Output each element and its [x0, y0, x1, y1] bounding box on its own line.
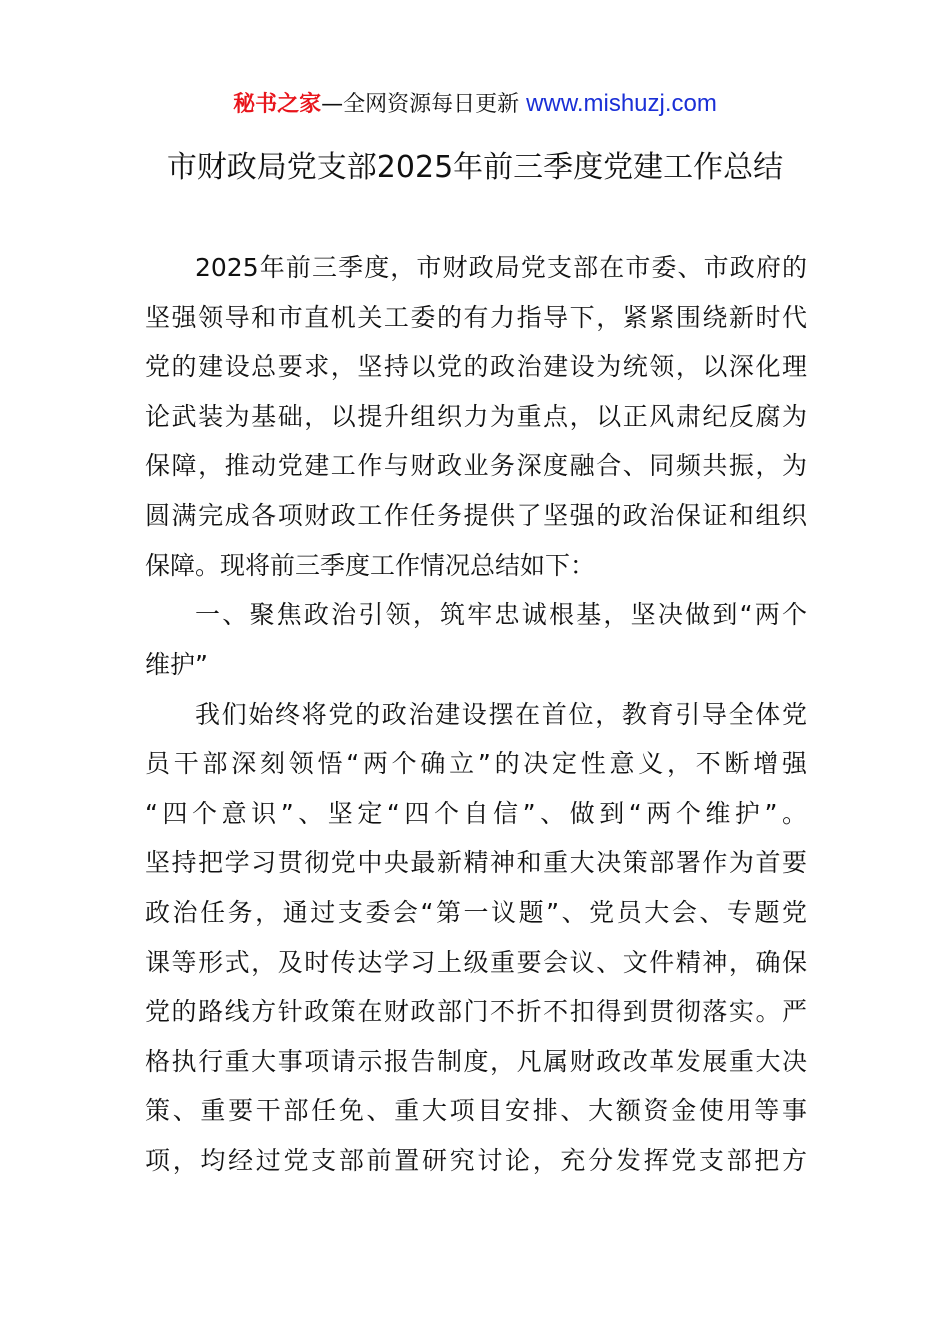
section-heading-line: 一、聚焦政治引领，筑牢忠诚根基，坚决做到“两个 — [195, 600, 807, 629]
paragraph-line: 我们始终将党的政治建设摆在首位，教育引导全体党 — [195, 700, 807, 729]
paragraph-line: 格执行重大事项请示报告制度，凡属财政改革发展重大决 — [145, 1047, 807, 1076]
document-title: 市财政局党支部2025年前三季度党建工作总结 — [166, 150, 784, 185]
paragraph-line: 坚持把学习贯彻党中央最新精神和重大决策部署作为首要 — [145, 848, 807, 877]
paragraph-line: 策、重要干部任免、重大项目安排、大额资金使用等事 — [145, 1096, 807, 1125]
section-heading-line: 维护” — [145, 650, 208, 679]
paragraph-line: 员干部深刻领悟“两个确立”的决定性意义，不断增强 — [145, 749, 807, 778]
brand-name: 秘书之家 — [233, 92, 322, 117]
paragraph-line: 政治任务，通过支委会“第一议题”、党员大会、专题党 — [145, 898, 807, 927]
paragraph-line: 保障。现将前三季度工作情况总结如下： — [145, 551, 596, 580]
paragraph-line: 保障，推动党建工作与财政业务深度融合、同频共振，为 — [145, 451, 807, 480]
paragraph-line: “四个意识”、坚定“四个自信”、做到“两个维护”。 — [145, 799, 807, 828]
paragraph-line: 圆满完成各项财政工作任务提供了坚强的政治保证和组织 — [145, 501, 807, 530]
paragraph-line: 党的路线方针政策在财政部门不折不扣得到贯彻落实。严 — [145, 997, 807, 1026]
paragraph-line: 课等形式，及时传达学习上级重要会议、文件精神，确保 — [145, 948, 807, 977]
site-header — [0, 88, 950, 121]
paragraph-line: 论武装为基础，以提升组织力为重点，以正风肃纪反腐为 — [145, 402, 807, 431]
header-tagline: —全网资源每日更新 — [321, 92, 527, 117]
site-url-link[interactable]: www.mishuzj.com — [526, 90, 717, 117]
paragraph-line: 坚强领导和市直机关工委的有力指导下，紧紧围绕新时代 — [145, 303, 807, 332]
paragraph-line: 2025年前三季度，市财政局党支部在市委、市政府的 — [195, 253, 807, 282]
paragraph-line: 项，均经过党支部前置研究讨论，充分发挥党支部把方 — [145, 1146, 807, 1175]
paragraph-line: 党的建设总要求，坚持以党的政治建设为统领，以深化理 — [145, 352, 807, 381]
